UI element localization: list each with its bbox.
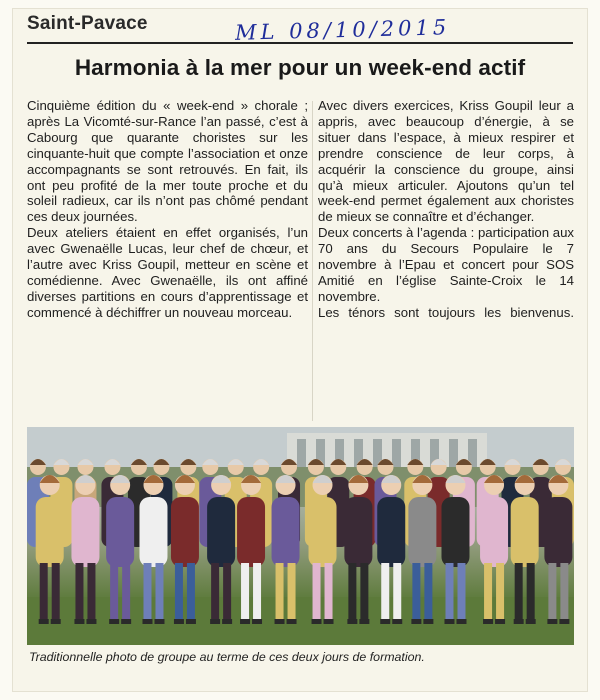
person-front-row — [106, 497, 134, 567]
person-front-row — [377, 497, 405, 567]
person-front-row — [408, 497, 436, 567]
person-front-row — [237, 497, 265, 567]
column-divider — [312, 101, 313, 421]
article-headline: Harmonia à la mer pour un week-end actif — [74, 55, 526, 80]
person-front-row — [344, 497, 372, 567]
person-front-row — [544, 497, 572, 567]
paragraph: Deux ateliers étaient en effet organisés, l’un avec Gwenaëlle Lucas, leur chef de chœur, et l’autre avec Kriss Goupil, metteur en scène et comédienne. Avec Gwenaëlle, ils ont affiné diverses partitions en cours d’apprentissage et commencé à déchiffrer un nouveau morceau. — [27, 225, 308, 320]
person-front-row — [441, 497, 469, 567]
person-front-row — [272, 497, 300, 567]
article-column-left — [27, 98, 308, 321]
person-front-row — [71, 497, 99, 567]
section-rubric: Saint-Pavace — [27, 13, 148, 34]
person-front-row — [511, 497, 539, 567]
group-photo-illustration — [27, 427, 574, 645]
paragraph: Avec divers exercices, Kriss Goupil leur a appris, avec beaucoup d’énergie, à se situer dans l’espace, à mieux respirer et prendre conscience de leur corps, à acquérir la conscience du groupe, ainsi qu’à mieux articuler. Ajoutons qu’un tel week-end permet également aux choristes de mieux se connaître et d’échanger. — [318, 98, 574, 225]
person-front-row — [36, 497, 64, 567]
paragraph: Cinquième édition du « week-end » chorale ; après La Vicomté-sur-Rance l’an passé, c’est à Cabourg que quarante choristes sur les cinquante-huit que compte l’association et onze accompagnants se sont retrouvés. En fait, ils ont peu profité de la mer toute proche et du soleil radieux, car ils n’ont pas chômé pendant ces deux journées. — [27, 98, 308, 225]
person-front-row — [139, 497, 167, 567]
handwritten-date-note: ML 08/10/2015 — [234, 15, 451, 45]
article-column-right — [318, 98, 574, 321]
person-front-row — [480, 497, 508, 567]
paragraph: Les ténors sont toujours les bienvenus. — [318, 304, 574, 320]
person-front-row — [171, 497, 199, 567]
paragraph: Deux concerts à l’agenda : participation aux 70 ans du Secours Populaire le 7 novembre à l’Epau et concert pour SOS Amitié en l’église Sainte-Croix le 14 novembre. — [318, 225, 574, 304]
photo-caption: Traditionnelle photo de groupe au terme de ces deux jours de formation. — [29, 650, 425, 664]
person-front-row — [207, 497, 235, 567]
newspaper-clipping — [12, 8, 588, 692]
group-photo — [27, 427, 574, 645]
person-front-row — [309, 497, 337, 567]
rubric-divider — [27, 42, 573, 44]
